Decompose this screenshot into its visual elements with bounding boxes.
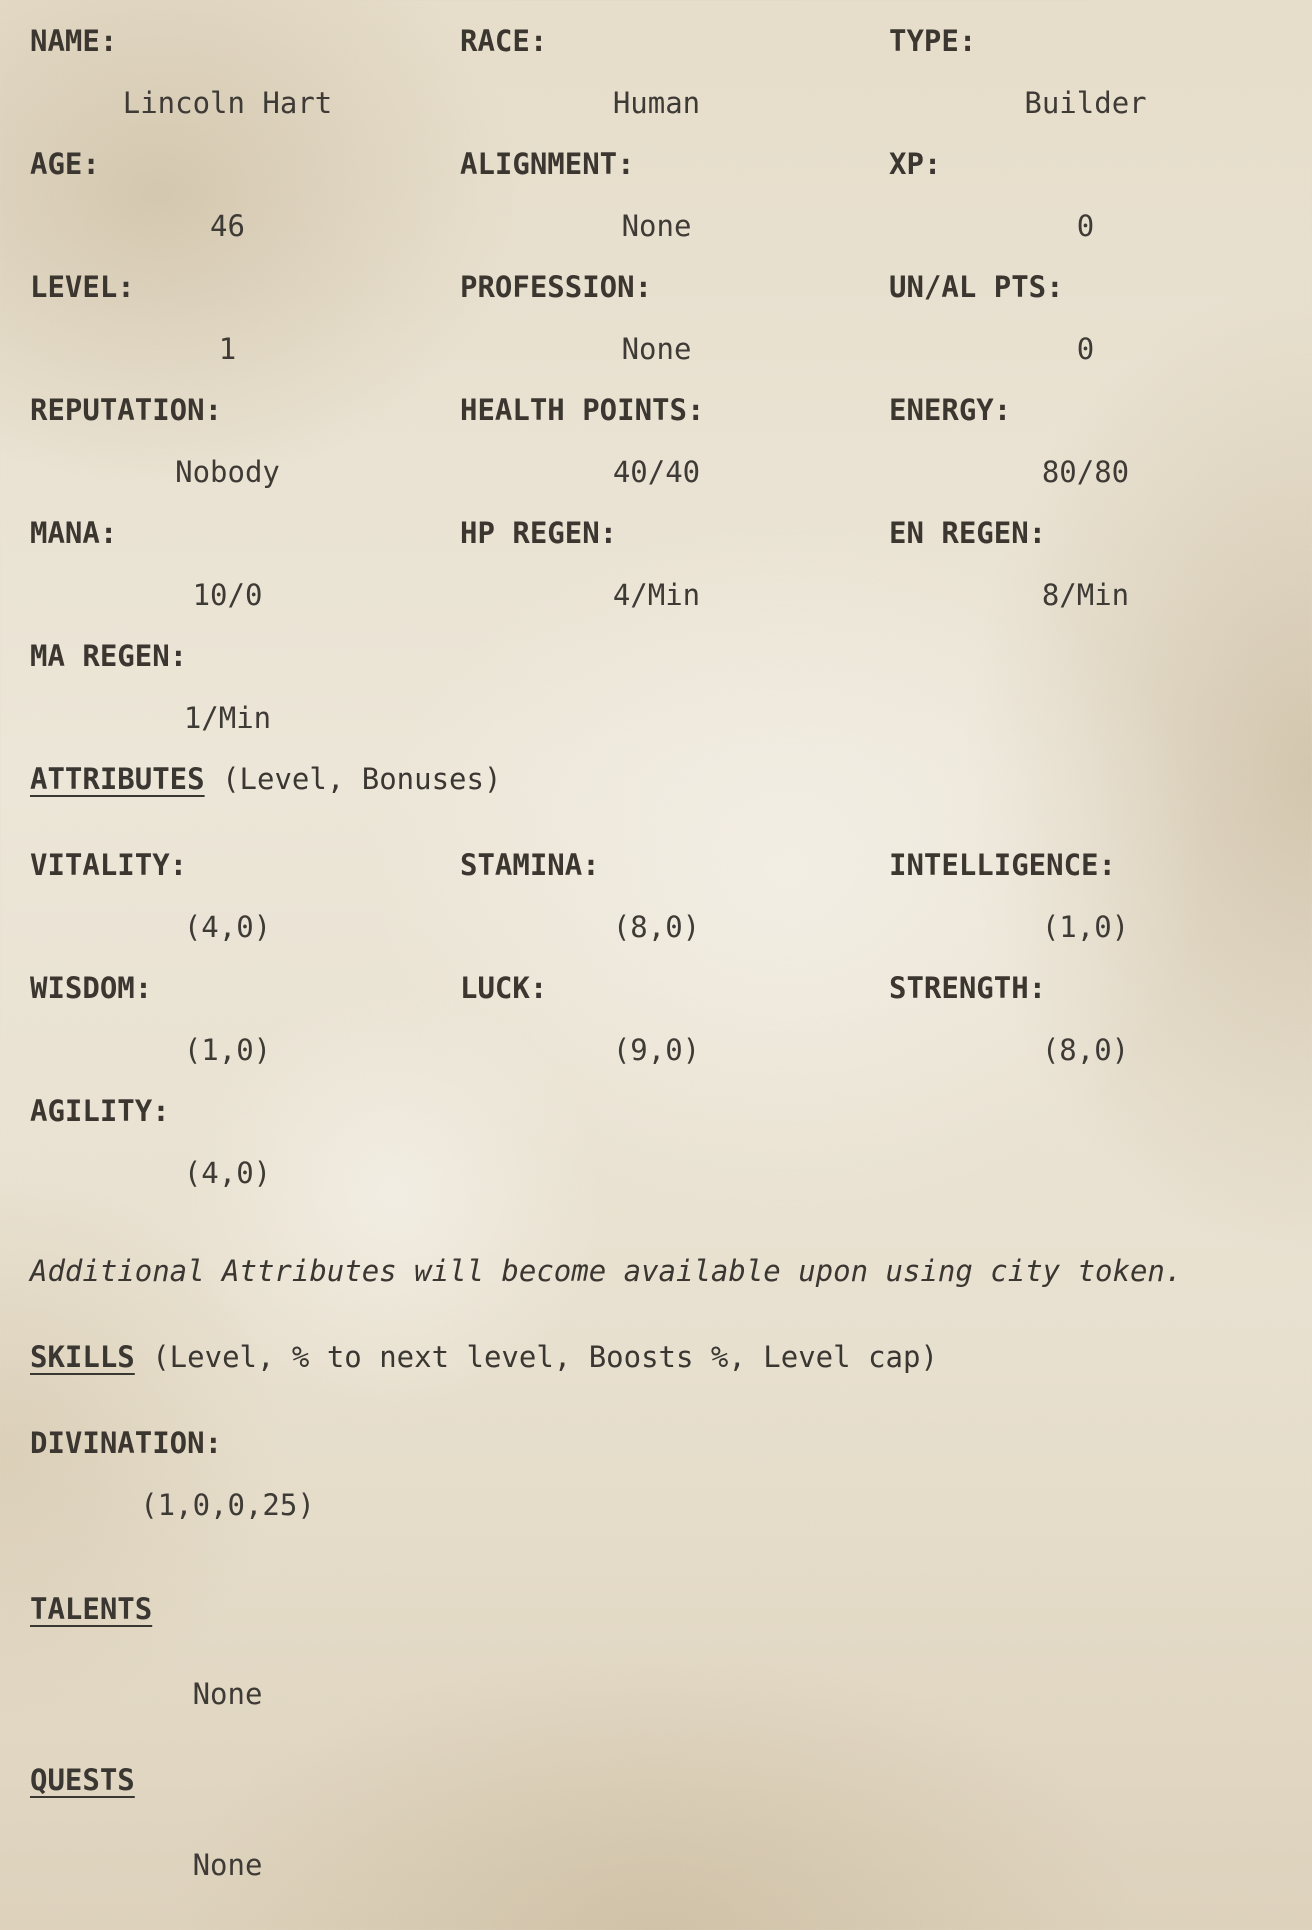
stat-value: Human	[612, 86, 701, 120]
stat-label: ALIGNMENT:	[460, 147, 635, 181]
stat-value: Builder	[1024, 86, 1147, 120]
stat-label: XP:	[889, 147, 942, 181]
attribute-value: (8,0)	[612, 910, 701, 944]
talents-title: TALENTS	[30, 1592, 153, 1626]
attribute-value: (1,0)	[1041, 910, 1130, 944]
quests-header	[30, 1763, 135, 1797]
stat-label: MA REGEN:	[30, 639, 188, 673]
talents-value: None	[192, 1677, 263, 1711]
stat-label: PROFESSION:	[460, 270, 653, 304]
stat-value: 1/Min	[183, 701, 272, 735]
skills-title: SKILLS	[30, 1340, 135, 1374]
stat-label: ENERGY:	[889, 393, 1012, 427]
stat-value: 80/80	[1041, 455, 1130, 489]
stat-label: REPUTATION:	[30, 393, 223, 427]
attribute-label: VITALITY:	[30, 848, 188, 882]
attribute-label: LUCK:	[460, 971, 548, 1005]
attributes-title: ATTRIBUTES	[30, 762, 205, 796]
stat-label: EN REGEN:	[889, 516, 1047, 550]
attribute-label: INTELLIGENCE:	[889, 848, 1116, 882]
stat-label: TYPE:	[889, 24, 977, 58]
skill-label: DIVINATION:	[30, 1426, 223, 1460]
stat-value: 10/0	[192, 578, 263, 612]
talents-header	[30, 1592, 152, 1626]
skills-subtitle: (Level, % to next level, Boosts %, Level cap)	[134, 1340, 938, 1374]
attribute-value: (1,0)	[183, 1033, 272, 1067]
attribute-value: (4,0)	[183, 1156, 272, 1190]
stat-value: 0	[1076, 332, 1095, 366]
attribute-label: STRENGTH:	[889, 971, 1047, 1005]
stat-value: 1	[218, 332, 237, 366]
attribute-value: (8,0)	[1041, 1033, 1130, 1067]
stat-label: NAME:	[30, 24, 118, 58]
stat-label: UN/AL PTS:	[889, 270, 1064, 304]
stat-value: None	[621, 209, 692, 243]
attribute-label: AGILITY:	[30, 1094, 170, 1128]
stat-value: None	[621, 332, 692, 366]
stat-value: 0	[1076, 209, 1095, 243]
stat-value: 8/Min	[1041, 578, 1130, 612]
attribute-value: (9,0)	[612, 1033, 701, 1067]
skills-header	[30, 1340, 938, 1374]
stat-value: 40/40	[612, 455, 701, 489]
attributes-note: Additional Attributes will become available upon using city token.	[30, 1254, 1183, 1288]
stat-value: 4/Min	[612, 578, 701, 612]
attribute-value: (4,0)	[183, 910, 272, 944]
stat-label: HP REGEN:	[460, 516, 618, 550]
attribute-label: STAMINA:	[460, 848, 600, 882]
stat-label: MANA:	[30, 516, 118, 550]
stat-value: Nobody	[175, 455, 280, 489]
skill-value: (1,0,0,25)	[140, 1488, 315, 1522]
stat-label: RACE:	[460, 24, 548, 58]
quests-title: QUESTS	[30, 1763, 135, 1797]
stat-label: AGE:	[30, 147, 100, 181]
attributes-subtitle: (Level, Bonuses)	[204, 762, 502, 796]
stat-label: HEALTH POINTS:	[460, 393, 705, 427]
attributes-header	[30, 762, 501, 796]
quests-value: None	[192, 1848, 263, 1882]
stat-value: 46	[210, 209, 245, 243]
stat-value: Lincoln Hart	[122, 86, 333, 120]
attribute-label: WISDOM:	[30, 971, 153, 1005]
stat-label: LEVEL:	[30, 270, 135, 304]
